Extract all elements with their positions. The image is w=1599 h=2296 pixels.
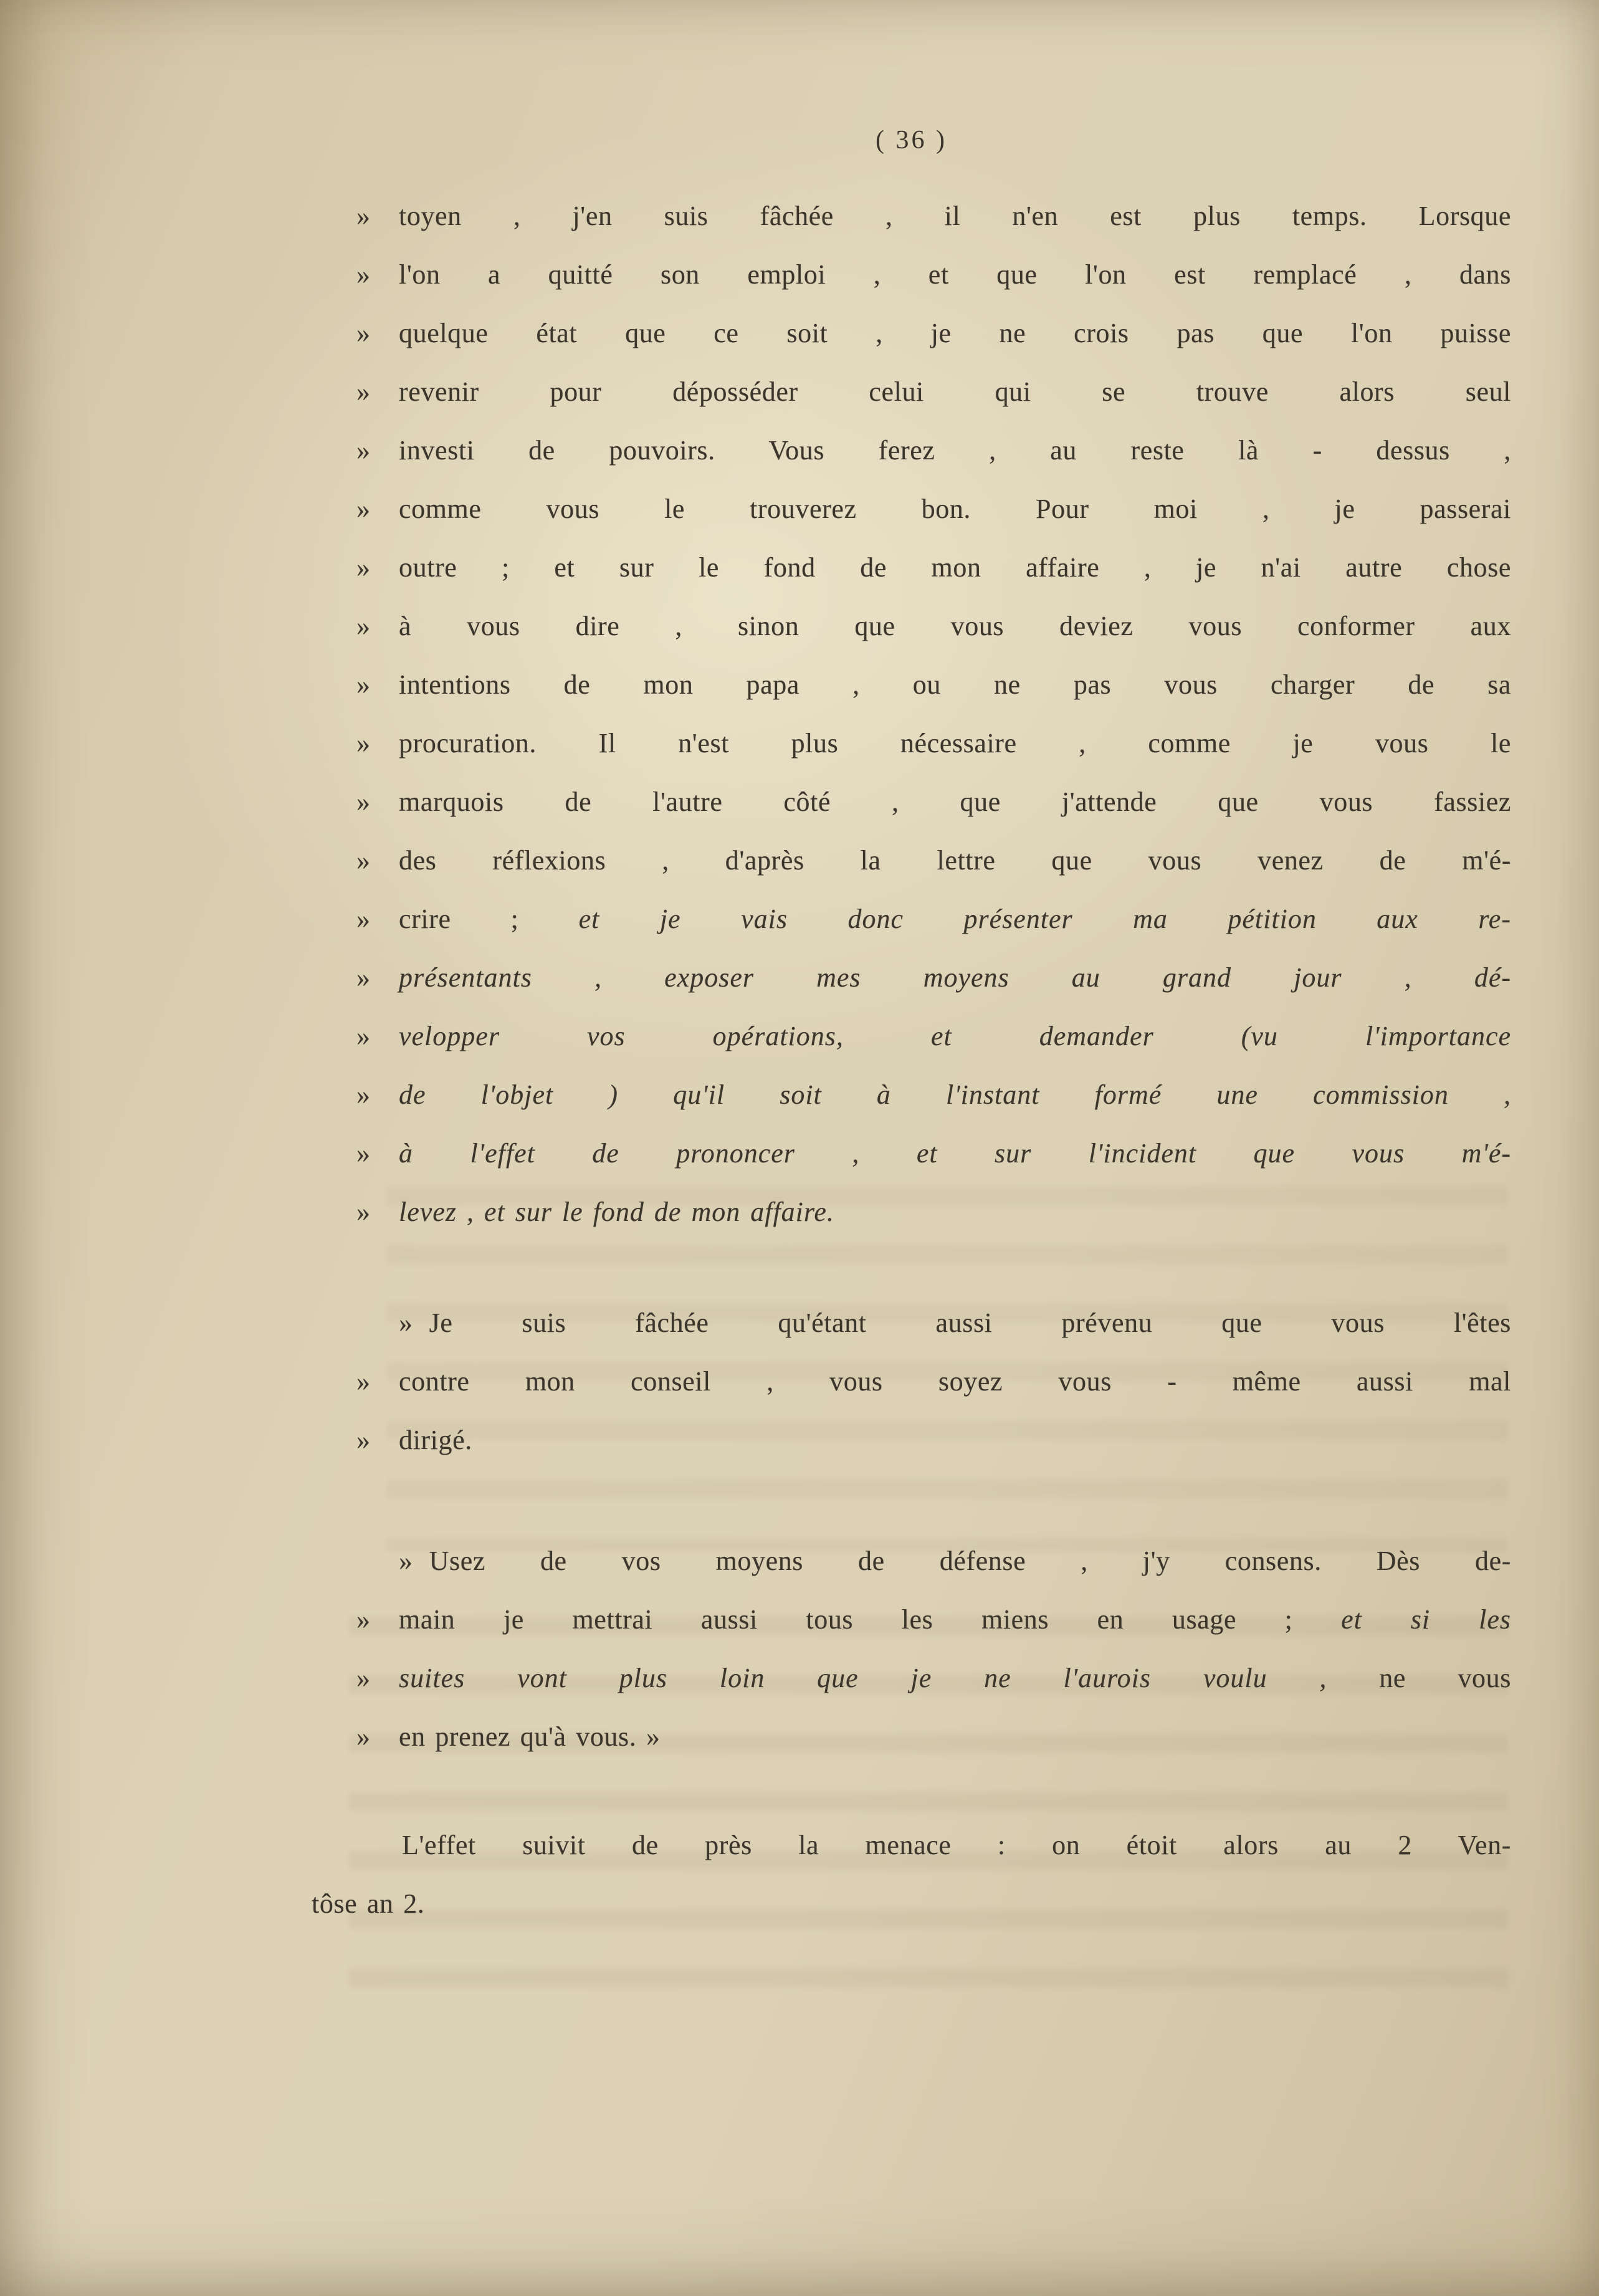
text-line <box>312 1294 1511 1352</box>
text-segment: des réflexions , d'après la lettre que vous venez de m'é- <box>399 845 1511 876</box>
text-segment: ne vous <box>1379 1663 1511 1693</box>
text-line <box>312 949 1511 1007</box>
text-segment-italic: velopper vos opérations, et demander (vu l'importance <box>399 1021 1511 1051</box>
quote-marker: » <box>356 962 371 993</box>
text-segment: dirigé. <box>399 1425 472 1455</box>
quote-marker: » <box>356 259 371 290</box>
quote-marker: » <box>356 845 371 876</box>
text-line <box>312 1816 1511 1875</box>
quote-marker: » <box>356 728 371 758</box>
text-line <box>312 1875 1511 1933</box>
text-line <box>312 831 1511 890</box>
text-line <box>312 1649 1511 1708</box>
text-line <box>312 1411 1511 1470</box>
text-segment: toyen , j'en suis fâchée , il n'en est plus temps. Lorsque <box>399 201 1511 231</box>
quote-marker: » <box>356 904 371 934</box>
text-segment: quelque état que ce soit , je ne crois pas que l'on puisse <box>399 318 1511 348</box>
quote-marker: » <box>356 1425 371 1455</box>
text-line <box>312 1708 1511 1766</box>
text-line <box>312 597 1511 656</box>
text-segment: procuration. Il n'est plus nécessaire , comme je vous le <box>399 728 1511 758</box>
text-segment: contre mon conseil , vous soyez vous - même aussi mal <box>399 1366 1511 1397</box>
quote-marker: » <box>356 494 371 524</box>
text-line <box>312 656 1511 714</box>
text-line <box>312 1352 1511 1411</box>
quote-marker: » <box>356 1721 371 1752</box>
text-line <box>312 187 1511 246</box>
quote-marker: » <box>356 1138 371 1169</box>
text-segment: à vous dire , sinon que vous deviez vous conformer aux <box>399 611 1511 641</box>
text-line <box>312 1066 1511 1124</box>
quote-marker: » <box>356 318 371 348</box>
text-segment: main je mettrai aussi tous les miens en usage ; <box>399 1604 1342 1635</box>
text-block <box>312 187 1511 1933</box>
text-segment: intentions de mon papa , ou ne pas vous charger de sa <box>399 669 1511 700</box>
quote-marker: » <box>356 1663 371 1693</box>
text-segment-italic: et je vais donc présenter ma pétition aux re- <box>578 904 1511 934</box>
text-segment: Je suis fâchée qu'étant aussi prévenu que vous l'êtes <box>429 1308 1511 1338</box>
quote-marker: » <box>399 1308 413 1338</box>
text-segment-italic: à l'effet de prononcer , et sur l'incident que vous m'é- <box>399 1138 1511 1169</box>
quoted-paragraph <box>312 1294 1511 1470</box>
text-line <box>312 714 1511 773</box>
text-line <box>312 1183 1511 1241</box>
text-line <box>312 1590 1511 1649</box>
text-line <box>312 421 1511 480</box>
text-line <box>312 480 1511 538</box>
quote-marker: » <box>356 201 371 231</box>
quote-marker: » <box>356 1021 371 1051</box>
paragraph <box>312 1816 1511 1933</box>
text-line <box>312 1532 1511 1590</box>
text-segment: tôse an 2. <box>312 1888 425 1919</box>
quote-marker: » <box>356 611 371 641</box>
quote-marker: » <box>356 552 371 583</box>
text-line <box>312 363 1511 421</box>
quote-marker: » <box>356 1197 371 1227</box>
page-body <box>312 0 1511 1933</box>
text-segment: l'on a quitté son emploi , et que l'on est remplacé , dans <box>399 259 1511 290</box>
quote-marker: » <box>356 376 371 407</box>
text-line <box>312 890 1511 949</box>
quote-marker: » <box>356 1604 371 1635</box>
text-segment: en prenez qu'à vous. » <box>399 1721 661 1752</box>
text-segment: revenir pour déposséder celui qui se trouve alors seul <box>399 376 1511 407</box>
quote-marker: » <box>356 669 371 700</box>
text-segment: investi de pouvoirs. Vous ferez , au reste là - dessus , <box>399 435 1511 466</box>
quoted-paragraph <box>312 1532 1511 1766</box>
text-line <box>312 304 1511 363</box>
text-segment-italic: suites vont plus loin que je ne l'aurois voulu , <box>399 1663 1380 1693</box>
text-segment: outre ; et sur le fond de mon affaire , je n'ai autre chose <box>399 552 1511 583</box>
quote-marker: » <box>356 787 371 817</box>
text-segment-italic: et si les <box>1341 1604 1511 1635</box>
text-segment-italic: de l'objet ) qu'il soit à l'instant formé une commission , <box>399 1079 1511 1110</box>
text-line <box>312 1007 1511 1066</box>
quote-marker: » <box>356 1079 371 1110</box>
quoted-paragraph <box>312 187 1511 1241</box>
text-segment: comme vous le trouverez bon. Pour moi , je passerai <box>399 494 1511 524</box>
text-segment: marquois de l'autre côté , que j'attende que vous fassiez <box>399 787 1511 817</box>
text-segment-italic: présentants , exposer mes moyens au grand jour , dé- <box>399 962 1511 993</box>
text-line <box>312 1124 1511 1183</box>
text-line <box>312 538 1511 597</box>
page-number: ( 36 ) <box>876 126 947 155</box>
quote-marker: » <box>356 435 371 466</box>
text-segment: crire ; <box>399 904 579 934</box>
text-segment: L'effet suivit de près la menace : on étoit alors au 2 Ven- <box>402 1830 1511 1860</box>
quote-marker: » <box>356 1366 371 1397</box>
text-segment: Usez de vos moyens de défense , j'y consens. Dès de- <box>429 1546 1511 1576</box>
text-segment-italic: levez , et sur le fond de mon affaire. <box>399 1197 834 1227</box>
quote-marker: » <box>399 1546 413 1576</box>
text-line <box>312 246 1511 304</box>
text-line <box>312 773 1511 831</box>
